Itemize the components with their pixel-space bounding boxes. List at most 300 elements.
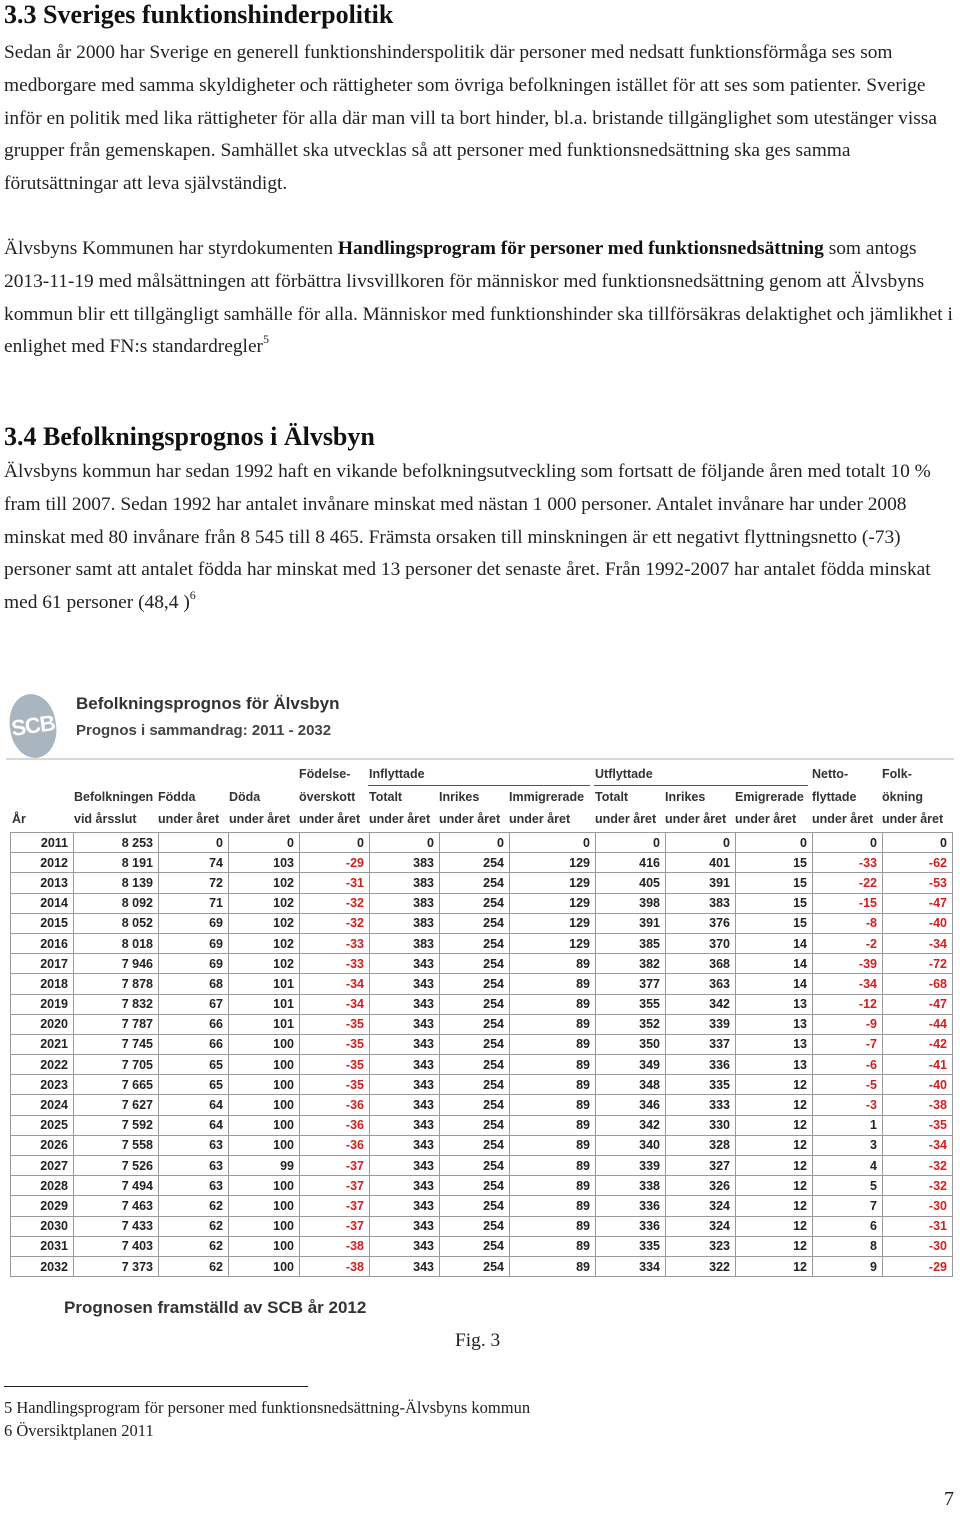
table-cell: 254: [440, 1216, 510, 1236]
table-row: [11, 974, 953, 994]
table-cell: -36: [300, 1135, 370, 1155]
table-cell: 100: [229, 1095, 300, 1115]
table-cell: 382: [596, 954, 666, 974]
table-row: [11, 1176, 953, 1196]
table-cell-year: 2016: [11, 933, 74, 953]
table-cell: -35: [300, 1055, 370, 1075]
table-cell: 100: [229, 1236, 300, 1256]
header-utflyttade-inrikes: Inrikes: [665, 790, 706, 804]
table-cell: 383: [370, 933, 440, 953]
table-cell: -35: [300, 1034, 370, 1054]
footnote-ref-5: 5: [263, 332, 270, 347]
table-row: [11, 1034, 953, 1054]
table-row: [11, 1216, 953, 1236]
table-cell: 0: [666, 833, 736, 853]
table-cell: 326: [666, 1176, 736, 1196]
table-cell-year: 2026: [11, 1135, 74, 1155]
table-cell-year: 2032: [11, 1256, 74, 1276]
figure-source-note: Prognosen framställd av SCB år 2012: [64, 1298, 367, 1317]
table-cell: 0: [229, 833, 300, 853]
header-doda: Döda: [229, 790, 261, 804]
group-underline-utflyttade: [594, 785, 808, 786]
table-cell: 101: [229, 1014, 300, 1034]
table-cell: 0: [370, 833, 440, 853]
table-cell: 12: [736, 1176, 813, 1196]
table-cell: 383: [370, 913, 440, 933]
table-cell: -34: [300, 974, 370, 994]
group-label-utflyttade: Utflyttade: [595, 767, 653, 781]
table-cell: -68: [883, 974, 953, 994]
table-cell: 66: [159, 1014, 229, 1034]
table-cell: 100: [229, 1196, 300, 1216]
table-cell: 355: [596, 994, 666, 1014]
table-cell: 0: [300, 833, 370, 853]
page-number: 7: [944, 1488, 954, 1510]
table-cell: 7 787: [74, 1014, 159, 1034]
table-cell: 12: [736, 1236, 813, 1256]
table-cell: 89: [510, 1075, 596, 1095]
table-cell: 101: [229, 974, 300, 994]
header-netto-period: under året: [812, 812, 874, 826]
table-cell-year: 2023: [11, 1075, 74, 1095]
table-cell: 100: [229, 1216, 300, 1236]
table-cell: 370: [666, 933, 736, 953]
table-cell: -9: [813, 1014, 883, 1034]
table-cell: 343: [370, 1115, 440, 1135]
table-cell: 391: [596, 913, 666, 933]
table-cell: 129: [510, 933, 596, 953]
table-cell: 254: [440, 1156, 510, 1176]
footnote-divider: [4, 1386, 308, 1387]
table-cell: -30: [883, 1196, 953, 1216]
table-cell: 343: [370, 1135, 440, 1155]
table-cell: 13: [736, 1014, 813, 1034]
table-cell: 71: [159, 893, 229, 913]
table-cell: -30: [883, 1236, 953, 1256]
table-cell-year: 2030: [11, 1216, 74, 1236]
table-cell: 254: [440, 933, 510, 953]
table-cell: -32: [300, 893, 370, 913]
table-cell: 328: [666, 1135, 736, 1155]
table-cell: 348: [596, 1075, 666, 1095]
table-cell: -6: [813, 1055, 883, 1075]
table-cell: 89: [510, 1135, 596, 1155]
table-cell: 89: [510, 1176, 596, 1196]
table-cell: 8: [813, 1236, 883, 1256]
table-cell: 254: [440, 893, 510, 913]
table-cell-year: 2014: [11, 893, 74, 913]
table-cell: 8 052: [74, 913, 159, 933]
table-cell: -47: [883, 893, 953, 913]
table-cell: 14: [736, 954, 813, 974]
table-cell: 65: [159, 1075, 229, 1095]
table-row: [11, 1055, 953, 1075]
table-cell: 65: [159, 1055, 229, 1075]
table-cell: 401: [666, 853, 736, 873]
header-utflyttade-inrikes-period: under året: [665, 812, 727, 826]
table-cell-year: 2012: [11, 853, 74, 873]
scb-logo: SCB: [6, 691, 60, 761]
table-row: [11, 1196, 953, 1216]
table-cell: 334: [596, 1256, 666, 1276]
table-cell: 254: [440, 873, 510, 893]
table-cell-year: 2019: [11, 994, 74, 1014]
forecast-table: [10, 832, 953, 1277]
table-cell: 12: [736, 1196, 813, 1216]
table-row: [11, 1156, 953, 1176]
table-cell: 72: [159, 873, 229, 893]
table-cell: 14: [736, 974, 813, 994]
table-cell: 89: [510, 1256, 596, 1276]
table-cell: 338: [596, 1176, 666, 1196]
table-cell: 100: [229, 1034, 300, 1054]
table-cell: 6: [813, 1216, 883, 1236]
table-cell: 129: [510, 873, 596, 893]
table-cell-year: 2028: [11, 1176, 74, 1196]
table-cell: 7 433: [74, 1216, 159, 1236]
table-cell-year: 2029: [11, 1196, 74, 1216]
table-cell: -33: [300, 954, 370, 974]
table-cell: 100: [229, 1256, 300, 1276]
table-cell: -35: [300, 1014, 370, 1034]
table-cell: -2: [813, 933, 883, 953]
table-row: [11, 1014, 953, 1034]
footnote-5: 5 Handlingsprogram för personer med funktionsnedsättning-Älvsbyns kommun: [4, 1398, 531, 1417]
section-heading-3-3: 3.3 Sveriges funktionshinderpolitik: [4, 0, 394, 29]
table-cell: 7 627: [74, 1095, 159, 1115]
table-cell: 0: [596, 833, 666, 853]
table-cell: 69: [159, 913, 229, 933]
table-cell: -31: [883, 1216, 953, 1236]
table-cell: -29: [883, 1256, 953, 1276]
table-row: [11, 913, 953, 933]
table-cell: 416: [596, 853, 666, 873]
footnote-ref-6: 6: [189, 588, 196, 603]
table-cell: 7 745: [74, 1034, 159, 1054]
table-cell: 254: [440, 1256, 510, 1276]
table-cell: 3: [813, 1135, 883, 1155]
table-cell: 8 018: [74, 933, 159, 953]
table-cell: 343: [370, 994, 440, 1014]
table-cell-year: 2011: [11, 833, 74, 853]
table-cell-year: 2018: [11, 974, 74, 994]
table-cell: 12: [736, 1075, 813, 1095]
header-immigrerade: Immigrerade: [509, 790, 585, 804]
table-cell: 0: [736, 833, 813, 853]
table-cell: 13: [736, 1055, 813, 1075]
header-inflyttade-inrikes: Inrikes: [439, 790, 480, 804]
table-row: [11, 1075, 953, 1095]
table-cell: -3: [813, 1095, 883, 1115]
table-cell-year: 2017: [11, 954, 74, 974]
table-cell: 74: [159, 853, 229, 873]
table-cell: 405: [596, 873, 666, 893]
table-cell: 102: [229, 873, 300, 893]
table-cell: -12: [813, 994, 883, 1014]
table-row: [11, 853, 953, 873]
table-cell: 62: [159, 1236, 229, 1256]
header-immigrerade-period: under året: [509, 812, 571, 826]
table-cell: 8 139: [74, 873, 159, 893]
table-cell: 129: [510, 853, 596, 873]
table-cell: 7 832: [74, 994, 159, 1014]
table-cell: 1: [813, 1115, 883, 1135]
table-cell: 336: [596, 1196, 666, 1216]
table-cell: 62: [159, 1216, 229, 1236]
table-cell: 15: [736, 853, 813, 873]
table-cell: 12: [736, 1256, 813, 1276]
group-label-inflyttade: Inflyttade: [369, 767, 425, 781]
table-cell: 254: [440, 913, 510, 933]
table-cell: 254: [440, 1236, 510, 1256]
table-cell: 99: [229, 1156, 300, 1176]
group-label-folk: Folk-: [882, 767, 912, 781]
table-cell: 89: [510, 1236, 596, 1256]
table-cell: 89: [510, 954, 596, 974]
table-cell: -53: [883, 873, 953, 893]
header-utflyttade-totalt-period: under året: [595, 812, 657, 826]
table-cell: 336: [666, 1055, 736, 1075]
table-cell: 102: [229, 954, 300, 974]
table-cell: 385: [596, 933, 666, 953]
table-cell: 14: [736, 933, 813, 953]
table-row: [11, 954, 953, 974]
paragraph-befolkningsprognos: [4, 456, 958, 620]
table-cell: 254: [440, 1196, 510, 1216]
table-cell: -41: [883, 1055, 953, 1075]
table-row: [11, 1135, 953, 1155]
table-cell: 68: [159, 974, 229, 994]
table-cell: 62: [159, 1196, 229, 1216]
table-cell: 254: [440, 853, 510, 873]
table-cell: -37: [300, 1176, 370, 1196]
table-cell: 7 665: [74, 1075, 159, 1095]
table-cell: 4: [813, 1156, 883, 1176]
table-cell: 254: [440, 1095, 510, 1115]
table-cell: -38: [300, 1256, 370, 1276]
table-cell-year: 2024: [11, 1095, 74, 1115]
table-cell: 66: [159, 1034, 229, 1054]
table-cell: 343: [370, 1014, 440, 1034]
table-cell: 12: [736, 1135, 813, 1155]
table-cell: 13: [736, 994, 813, 1014]
table-cell: -36: [300, 1115, 370, 1135]
table-cell: 15: [736, 913, 813, 933]
table-cell: 342: [666, 994, 736, 1014]
table-row: [11, 994, 953, 1014]
table-cell: 324: [666, 1216, 736, 1236]
figure-subtitle: Prognos i sammandrag: 2011 - 2032: [76, 722, 332, 739]
header-folk-period: under året: [882, 812, 944, 826]
table-cell: 350: [596, 1034, 666, 1054]
table-cell: -22: [813, 873, 883, 893]
table-cell: 129: [510, 913, 596, 933]
table-cell: 335: [666, 1075, 736, 1095]
table-cell: -29: [300, 853, 370, 873]
table-cell: 89: [510, 1216, 596, 1236]
table-cell: 363: [666, 974, 736, 994]
table-cell: 343: [370, 1256, 440, 1276]
table-cell: 89: [510, 1156, 596, 1176]
table-cell: 343: [370, 954, 440, 974]
header-folk-okning: ökning: [882, 790, 923, 804]
table-cell: 330: [666, 1115, 736, 1135]
table-cell: 89: [510, 1034, 596, 1054]
table-cell: -35: [883, 1115, 953, 1135]
table-row: [11, 1095, 953, 1115]
table-cell: -32: [300, 913, 370, 933]
table-cell: 254: [440, 954, 510, 974]
table-cell-year: 2027: [11, 1156, 74, 1176]
table-cell: -34: [883, 933, 953, 953]
header-fodda: Födda: [158, 790, 196, 804]
table-cell: 0: [159, 833, 229, 853]
header-emigrerade-period: under året: [735, 812, 797, 826]
table-cell: 342: [596, 1115, 666, 1135]
table-cell: 7: [813, 1196, 883, 1216]
section-heading-3-4: 3.4 Befolkningsprognos i Älvsbyn: [4, 422, 375, 451]
table-cell: 254: [440, 1014, 510, 1034]
table-cell: 339: [666, 1014, 736, 1034]
table-cell: 323: [666, 1236, 736, 1256]
table-cell: 89: [510, 974, 596, 994]
table-cell: 12: [736, 1115, 813, 1135]
table-row: [11, 933, 953, 953]
table-cell: 64: [159, 1115, 229, 1135]
table-cell: -36: [300, 1095, 370, 1115]
table-cell: 89: [510, 1055, 596, 1075]
table-cell: -32: [883, 1156, 953, 1176]
table-row: [11, 1256, 953, 1276]
table-cell: 7 705: [74, 1055, 159, 1075]
table-cell: 376: [666, 913, 736, 933]
table-cell: 7 526: [74, 1156, 159, 1176]
header-doda-period: under året: [229, 812, 291, 826]
table-cell: 343: [370, 1176, 440, 1196]
table-cell: -62: [883, 853, 953, 873]
table-cell: 254: [440, 1176, 510, 1196]
table-cell: 5: [813, 1176, 883, 1196]
group-label-fodelseoverskott: Födelse-: [299, 767, 351, 781]
paragraph-handlingsprogram: [4, 233, 958, 364]
table-cell: 12: [736, 1216, 813, 1236]
table-cell: 15: [736, 893, 813, 913]
table-cell: -33: [813, 853, 883, 873]
table-cell: 102: [229, 933, 300, 953]
table-cell: 12: [736, 1095, 813, 1115]
table-cell: 343: [370, 1196, 440, 1216]
table-cell: 346: [596, 1095, 666, 1115]
table-cell: -34: [300, 994, 370, 1014]
table-cell: 343: [370, 1055, 440, 1075]
table-cell: 7 946: [74, 954, 159, 974]
table-cell: 8 092: [74, 893, 159, 913]
table-cell: -35: [300, 1075, 370, 1095]
table-cell: 63: [159, 1176, 229, 1196]
table-row: [11, 893, 953, 913]
table-cell: 15: [736, 873, 813, 893]
table-cell: 129: [510, 893, 596, 913]
table-cell: 343: [370, 1236, 440, 1256]
table-cell: 383: [666, 893, 736, 913]
table-cell: 100: [229, 1176, 300, 1196]
table-cell: -38: [300, 1236, 370, 1256]
table-cell: -5: [813, 1075, 883, 1095]
table-cell: 89: [510, 1095, 596, 1115]
table-cell: -34: [883, 1135, 953, 1155]
footnote-6: 6 Översiktplanen 2011: [4, 1421, 154, 1440]
header-fodda-period: under året: [158, 812, 220, 826]
table-cell: 335: [596, 1236, 666, 1256]
table-cell: -44: [883, 1014, 953, 1034]
table-cell-year: 2013: [11, 873, 74, 893]
table-cell: 64: [159, 1095, 229, 1115]
table-cell: 13: [736, 1034, 813, 1054]
table-cell: 63: [159, 1156, 229, 1176]
table-cell: 254: [440, 1075, 510, 1095]
header-utflyttade-totalt: Totalt: [595, 790, 629, 804]
header-befolkningen: Befolkningen: [74, 790, 154, 804]
table-cell: 69: [159, 933, 229, 953]
table-cell: 343: [370, 1156, 440, 1176]
table-cell: 8 191: [74, 853, 159, 873]
table-cell: 254: [440, 974, 510, 994]
table-cell: -72: [883, 954, 953, 974]
table-cell: -40: [883, 1075, 953, 1095]
table-cell: 69: [159, 954, 229, 974]
table-cell: 343: [370, 1034, 440, 1054]
table-cell: 12: [736, 1156, 813, 1176]
figure-divider: [6, 758, 954, 760]
table-cell: 333: [666, 1095, 736, 1115]
table-cell: 0: [510, 833, 596, 853]
table-cell: 103: [229, 853, 300, 873]
table-cell: 383: [370, 873, 440, 893]
table-cell-year: 2015: [11, 913, 74, 933]
table-cell: 336: [596, 1216, 666, 1236]
table-cell: 89: [510, 1014, 596, 1034]
table-cell: 7 494: [74, 1176, 159, 1196]
table-cell: -8: [813, 913, 883, 933]
table-cell: 383: [370, 893, 440, 913]
table-cell: 377: [596, 974, 666, 994]
table-cell: -32: [883, 1176, 953, 1196]
table-cell: 343: [370, 1095, 440, 1115]
table-cell: 100: [229, 1075, 300, 1095]
table-cell-year: 2022: [11, 1055, 74, 1075]
table-cell-year: 2020: [11, 1014, 74, 1034]
table-cell: 7 463: [74, 1196, 159, 1216]
table-cell: 383: [370, 853, 440, 873]
table-cell: 89: [510, 994, 596, 1014]
table-cell: -15: [813, 893, 883, 913]
table-cell: 7 373: [74, 1256, 159, 1276]
handlingsprogram-title: Handlingsprogram för personer med funktionsnedsättning: [337, 238, 824, 259]
header-ar: År: [12, 812, 26, 826]
table-cell: 398: [596, 893, 666, 913]
table-cell: 100: [229, 1135, 300, 1155]
table-cell: 0: [813, 833, 883, 853]
table-cell-year: 2031: [11, 1236, 74, 1256]
table-cell: 100: [229, 1115, 300, 1135]
table-cell: 9: [813, 1256, 883, 1276]
table-cell: -33: [300, 933, 370, 953]
table-cell: 62: [159, 1256, 229, 1276]
header-fodelseoverskott-2: överskott: [299, 790, 356, 804]
header-inflyttade-totalt: Totalt: [369, 790, 403, 804]
paragraph-handlingsprogram-end: som antogs 2013-11-19 med målsättningen att förbättra livsvillkoren för människor med funktionsnedsättning genom att Älvsbyns kommun blir ett tillgängligt samhälle för alla. Människor med funktionshinder ska tillförsäkras delaktighet och jämlikhet i enlighet med FN:s standardregler: [4, 238, 953, 358]
table-cell: 343: [370, 1075, 440, 1095]
